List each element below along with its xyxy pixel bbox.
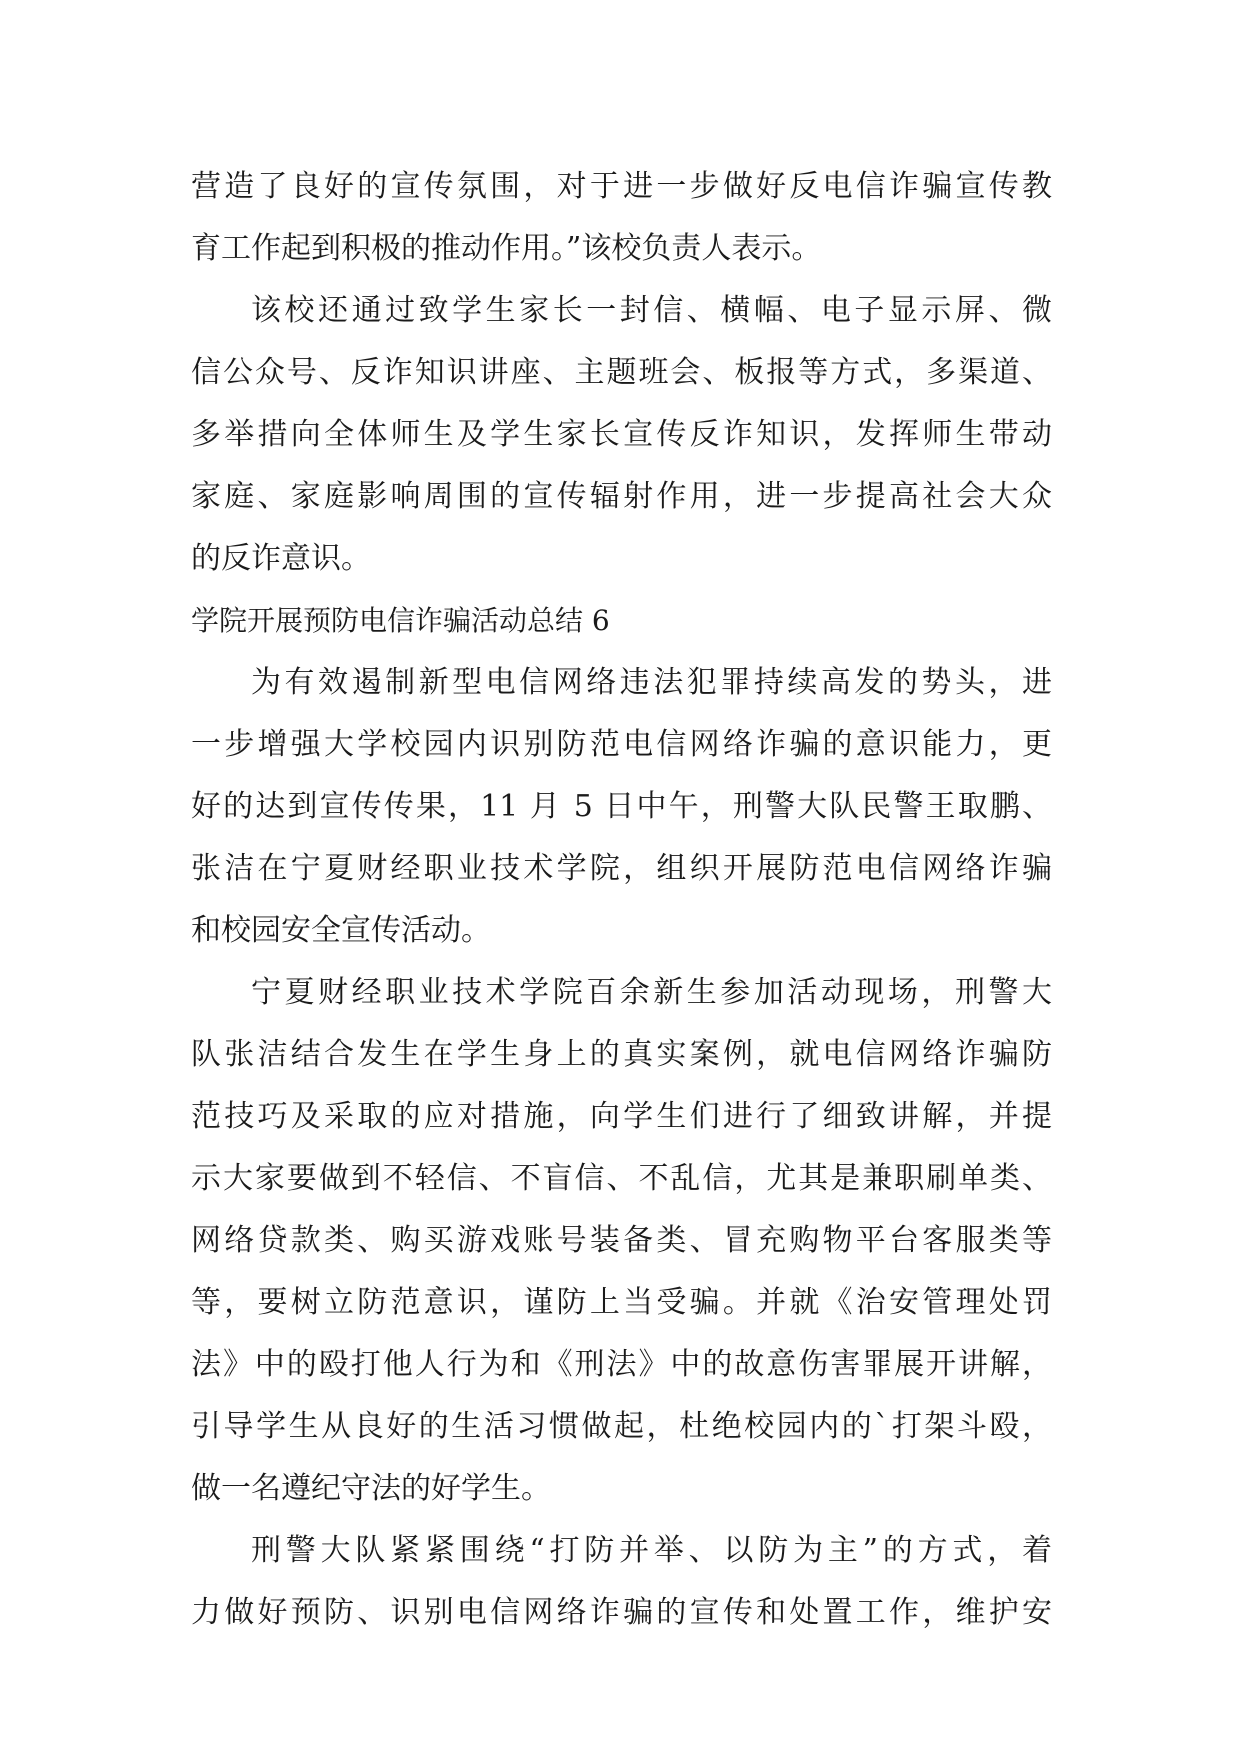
paragraph [191, 962, 1052, 1520]
text-line: 做一名遵纪守法的好学生。 [191, 1471, 551, 1506]
text-line: 育工作起到积极的推动作用。”该校负责人表示。 [191, 231, 822, 266]
text-line: 刑警大队紧紧围绕“打防并举、以防为主”的方式，着 [251, 1533, 1052, 1568]
paragraph [191, 156, 1052, 280]
text-line: 法》中的殴打他人行为和《刑法》中的故意伤害罪展开讲解， [191, 1347, 1052, 1382]
section-heading [191, 590, 1052, 652]
text-line: 一步增强大学校园内识别防范电信网络诈骗的意识能力，更 [191, 727, 1052, 762]
document-body [191, 156, 1052, 1644]
heading-text: 学院开展预防电信诈骗活动总结 6 [191, 604, 610, 637]
text-line: 等，要树立防范意识，谨防上当受骗。并就《治安管理处罚 [191, 1285, 1052, 1320]
text-line: 的反诈意识。 [191, 541, 371, 576]
paragraph [191, 652, 1052, 962]
text-line: 为有效遏制新型电信网络违法犯罪持续高发的势头，进 [251, 665, 1052, 700]
text-line: 和校园安全宣传活动。 [191, 913, 491, 948]
text-line: 网络贷款类、购买游戏账号装备类、冒充购物平台客服类等 [191, 1223, 1052, 1258]
text-line: 家庭、家庭影响周围的宣传辐射作用，进一步提高社会大众 [191, 479, 1052, 514]
text-line: 范技巧及采取的应对措施，向学生们进行了细致讲解，并提 [191, 1099, 1052, 1134]
text-line: 引导学生从良好的生活习惯做起，杜绝校园内的`打架斗殴， [191, 1409, 1052, 1444]
paragraph [191, 280, 1052, 590]
text-line: 信公众号、反诈知识讲座、主题班会、板报等方式，多渠道、 [191, 355, 1052, 390]
text-line: 示大家要做到不轻信、不盲信、不乱信，尤其是兼职刷单类、 [191, 1161, 1052, 1196]
text-line: 该校还通过致学生家长一封信、横幅、电子显示屏、微 [251, 293, 1052, 328]
text-line: 队张洁结合发生在学生身上的真实案例，就电信网络诈骗防 [191, 1037, 1052, 1072]
text-line: 宁夏财经职业技术学院百余新生参加活动现场，刑警大 [251, 975, 1052, 1010]
paragraph [191, 1520, 1052, 1644]
text-line: 多举措向全体师生及学生家长宣传反诈知识，发挥师生带动 [191, 417, 1052, 452]
text-line: 力做好预防、识别电信网络诈骗的宣传和处置工作，维护安 [191, 1595, 1052, 1630]
text-line: 张洁在宁夏财经职业技术学院，组织开展防范电信网络诈骗 [191, 851, 1052, 886]
text-line: 好的达到宣传传果，11 月 5 日中午，刑警大队民警王取鹏、 [191, 789, 1052, 824]
text-line: 营造了良好的宣传氛围，对于进一步做好反电信诈骗宣传教 [191, 169, 1052, 204]
